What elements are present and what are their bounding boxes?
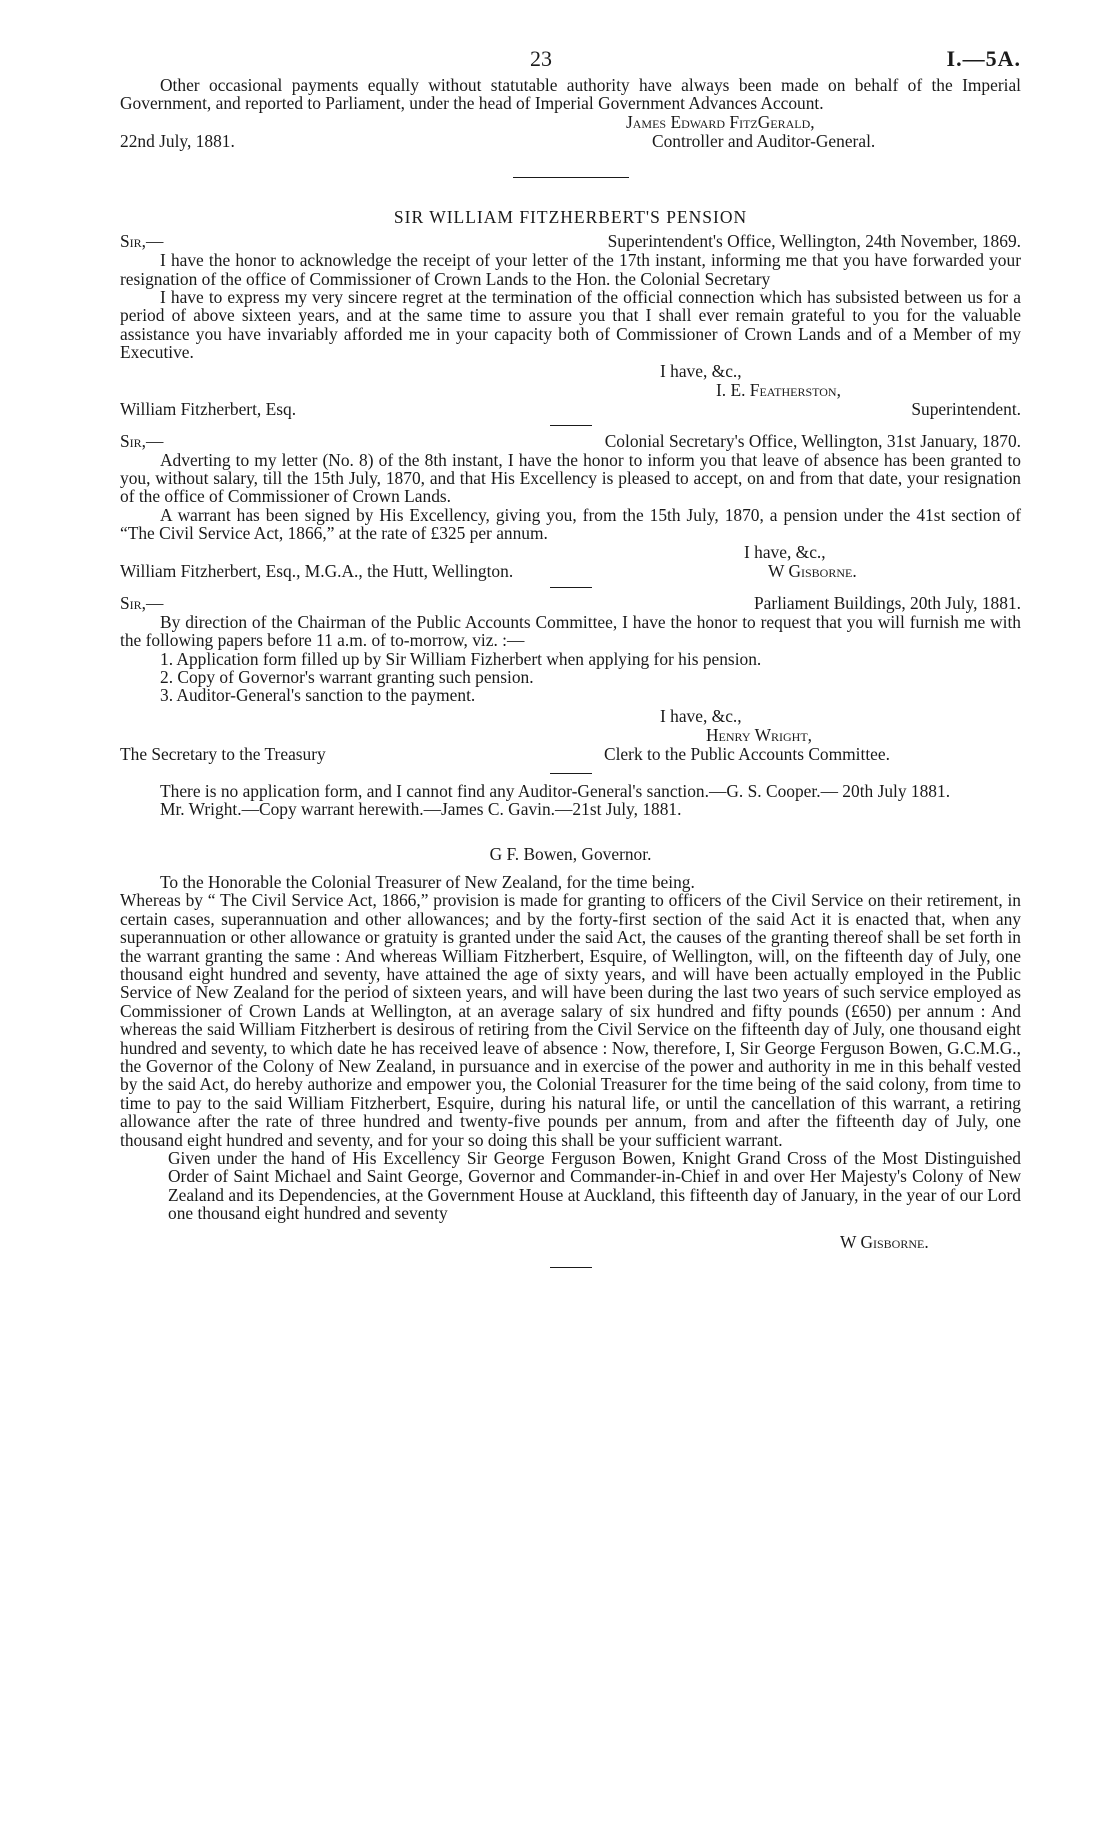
letter-featherston <box>120 232 1021 418</box>
list-item: 1. Application form filled up by Sir William Fizherbert when applying for his pension. <box>160 648 762 669</box>
letter3-item-list <box>120 650 1021 705</box>
page-header <box>120 44 1021 76</box>
letter2-paragraph-2: A warrant has been signed by His Excellency, giving you, from the 15th July, 1870, a pension under the 41st section of “The Civil Service Act, 1866,” at the rate of £325 per annum. <box>120 504 1021 544</box>
letter2-closing: I have, &c., <box>744 541 826 562</box>
warrant-governor-line: G F. Bowen, Governor. <box>489 843 652 864</box>
letter-wright <box>120 594 1021 765</box>
warrant-address: To the Honorable the Colonial Treasurer of New Zealand, for the time being. <box>160 871 695 892</box>
gavin-note: Mr. Wright.—Copy warrant herewith.—James C. Gavin.—21st July, 1881. <box>160 799 682 820</box>
letter2-paragraph-1: Adverting to my letter (No. 8) of the 8th instant, I have the honor to inform you that leave of absence has been granted to you, without salary, till the 15th July, 1870, and that His Excellency is pleased to accept, on and from that date, your resignation of the office of Commissioner of Crown Lands. <box>120 449 1021 507</box>
document-reference: I.—5A. <box>946 46 1021 71</box>
letter2-addressee: William Fitzherbert, Esq., M.G.A., the Hutt, Wellington. <box>120 560 514 581</box>
document-page <box>120 44 1021 1268</box>
cooper-note: There is no application form, and I cannot find any Auditor-General's sanction.—G. S. Cooper.— 20th July 1881. <box>160 780 951 801</box>
intro-signature-block <box>120 113 1021 151</box>
letter1-signer-title: Superintendent. <box>911 398 1021 419</box>
letter3-signer: Henry Wright, <box>706 724 813 745</box>
letter3-paragraph-1: By direction of the Chairman of the Public Accounts Committee, I have the honor to request that you will furnish me with the following papers before 11 a.m. of to-morrow, viz. :— <box>120 611 1021 651</box>
end-divider <box>550 1267 592 1268</box>
letter3-closing: I have, &c., <box>660 705 742 726</box>
intro-signer-title: Controller and Auditor-General. <box>652 130 876 151</box>
warrant-given-clause: Given under the hand of His Excellency Sir George Ferguson Bowen, Knight Grand Cross of the Most Distinguished Order of Saint Michael and Saint George, Governor and Commander-in-Chief in and over Her Majesty's Colony of New Zealand and its Dependencies, at the Government House at Auckland, this fifteenth day of January, in the year of our Lord one thousand eight hundred and seventy <box>168 1148 1021 1224</box>
letter1-addressee: William Fitzherbert, Esq. <box>120 398 297 419</box>
letter-gisborne <box>120 432 1021 581</box>
letter1-signer: I. E. Featherston, <box>716 379 841 400</box>
letter3-salutation: Sir,— <box>120 592 164 613</box>
intro-date: 22nd July, 1881. <box>120 130 235 151</box>
letter3-addressee: The Secretary to the Treasury <box>120 743 326 764</box>
letter1-paragraph-2: I have to express my very sincere regret at the termination of the official connection which has subsisted between us for a period of above sixteen years, and at the same time to assure you that I shall ever remain grateful to you for the valuable assistance you have invariably afforded me in your capacity both of Commissioner of Crown Lands and of a Member of my Executive. <box>120 287 1021 363</box>
page-number: 23 <box>530 46 552 71</box>
letter2-signer: W Gisborne. <box>768 560 857 581</box>
section-title: SIR WILLIAM FITZHERBERT'S PENSION <box>393 206 748 227</box>
warrant-body: Whereas by “ The Civil Service Act, 1866,” provision is made for granting to officers of the Civil Service on their retirement, in certain cases, superannuation and other allowances; and by the forty-first section of the said Act it is enacted that, when any superannuation or other allowance or gratuity is granted under the said Act, the causes of the granting thereof shall be set forth in the warrant granting the same : And whereas William Fitzherbert, Esquire, of Wellington, will, on the fifteenth day of July, one thousand eight hundred and seventy, have attained the age of sixty years, and will have been actually employed in the Public Service of New Zealand for the period of sixteen years, and will have been during the last two years of such service employed as Commissioner of Crown Lands at Wellington, at an average salary of six hundred and fifty pounds (£650) per annum : And whereas the said William Fitzherbert is desirous of retiring from the Civil Service on the fifteenth day of July, one thousand eight hundred and seventy, to which date he has received leave of absence : Now, therefore, I, Sir George Ferguson Bowen, G.C.M.G., the Governor of the Colony of New Zealand, in pursuance and in exercise of the power and authority in me in this behalf vested by the said Act, do hereby authorize and empower you, the Colonial Treasurer for the time being of the said colony, from time to time to pay to the said William Fitzherbert, Esquire, during his natural life, or until the cancellation of this warrant, a retiring allowance after the rate of three hundred and twenty-five pounds per annum, from and after the fifteenth day of July, one thousand eight hundred and seventy, and for your so doing this shall be your sufficient warrant. <box>120 890 1021 1150</box>
letter3-signer-title: Clerk to the Public Accounts Committee. <box>604 743 890 764</box>
list-item: 2. Copy of Governor's warrant granting such pension. <box>160 666 534 687</box>
letter2-salutation: Sir,— <box>120 430 164 451</box>
warrant-signer: W Gisborne. <box>840 1231 929 1252</box>
letter1-closing: I have, &c., <box>660 360 742 381</box>
letter1-salutation: Sir,— <box>120 231 164 252</box>
letter1-dateline: Superintendent's Office, Wellington, 24th November, 1869. <box>607 231 1021 252</box>
letter2-dateline: Colonial Secretary's Office, Wellington, 31st January, 1870. <box>604 430 1021 451</box>
list-item: 3. Auditor-General's sanction to the payment. <box>160 685 476 706</box>
intro-signer-name: James Edward FitzGerald, <box>626 111 815 132</box>
intro-paragraph: Other occasional payments equally without statutable authority have always been made on behalf of the Imperial Government, and reported to Parliament, under the head of Imperial Government Advances Account. <box>120 75 1021 114</box>
letter1-paragraph-1: I have the honor to acknowledge the receipt of your letter of the 17th instant, informing me that you have forwarded your resignation of the office of Commissioner of Crown Lands to the Hon. the Colonial Secretary <box>120 250 1021 289</box>
letter3-dateline: Parliament Buildings, 20th July, 1881. <box>754 592 1021 613</box>
